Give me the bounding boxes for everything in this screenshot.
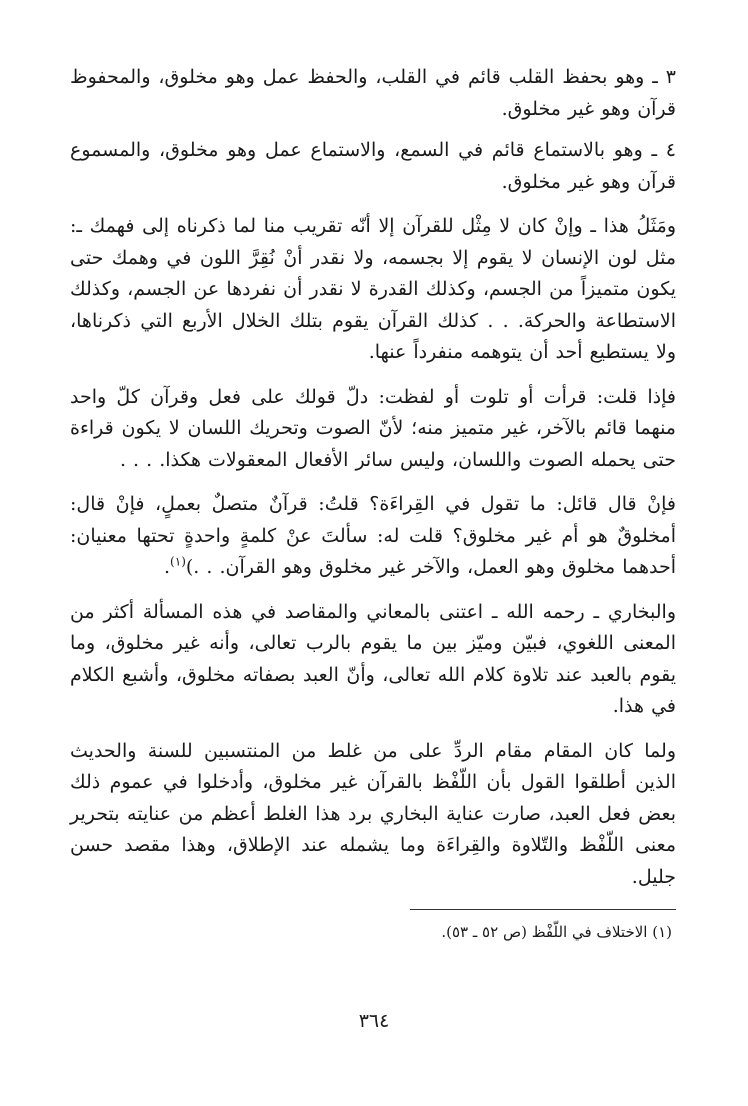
paragraph-5-end: . <box>164 556 171 578</box>
footnote-reference[interactable]: (١) <box>170 554 186 569</box>
paragraph-5 <box>70 489 676 584</box>
paragraph-3: ومَثَلُ هذا ـ وإنْ كان لا مِثْل للقرآن إلا أنّه تقريب منا لما ذكرناه إلى فهمك ـ: مثل لون الإنسان لا يقوم إلا بجسمه، ولا نقدر أنْ نُقِرَّ اللون في وهمك حتى يكون متميزاً من الجسم، وكذلك القدرة لا نقدر أن نفردها عن الجسم، وكذلك الاستطاعة والحركة. . . كذلك القرآن يقوم بتلك الخلال الأربع التي ذكرناها، ولا يستطيع أحد أن يتوهمه منفرداً عنها. <box>70 215 676 363</box>
paragraph-4: فإذا قلت: قرأت أو تلوت أو لفظت: دلّ قولك على فعل وقرآن كلّ واحد منهما قائم بالآخر، غير متميز منه؛ لأنّ الصوت وتحريك اللسان لا يكون قراءة حتى يحمله الصوت واللسان، وليس سائر الأفعال المعقولات هكذا. . . . <box>70 385 676 471</box>
page-number: ٣٦٤ <box>358 1010 390 1032</box>
footnote-divider <box>410 909 676 910</box>
paragraph-6: والبخاري ـ رحمه الله ـ اعتنى بالمعاني والمقاصد في هذه المسألة أكثر من المعنى اللغوي، فبيّن وميّز بين ما يقوم بالرب تعالى، وأنه غير مخلوق، وما يقوم بالعبد عند تلاوة كلام الله تعالى، وأنّ العبد بصفاته مخلوق، وأشبع الكلام في هذا. <box>70 600 676 717</box>
paragraph-7: ولما كان المقام مقام الردِّ على من غلط من المنتسبين للسنة والحديث الذين أطلقوا القول بأن اللّفْظ بالقرآن غير مخلوق، وأدخلوا في عموم ذلك بعض فعل العبد، صارت عناية البخاري برد هذا الغلط أعظم من عنايته بتحرير معنى اللّفْظ والتّلاوة والقِراءَة وما يشمله عند الإطلاق، وهذا مقصد حسن جليل. <box>70 739 676 888</box>
paragraph-5-text: فإنْ قال قائل: ما تقول في القِراءَة؟ قلتُ: قرآنٌ متصلٌ بعملٍ، فإنْ قال: أمخلوقٌ هو أم غير مخلوق؟ قلت له: سألتَ عنْ كلمةٍ واحدةٍ تحتها معنيان: أحدهما مخلوق وهو العمل، والآخر غير مخلوق وهو القرآن. . .) <box>70 493 676 578</box>
paragraph-1: ٣ ـ وهو بحفظ القلب قائم في القلب، والحفظ عمل وهو مخلوق، والمحفوظ قرآن وهو غير مخلوق. <box>70 66 676 120</box>
footnote: (١) الاختلاف في اللّفْظ (ص ٥٢ ـ ٥٣). <box>441 923 672 941</box>
paragraph-2: ٤ ـ وهو بالاستماع قائم في السمع، والاستماع عمل وهو مخلوق، والمسموع قرآن وهو غير مخلوق. <box>70 139 676 193</box>
